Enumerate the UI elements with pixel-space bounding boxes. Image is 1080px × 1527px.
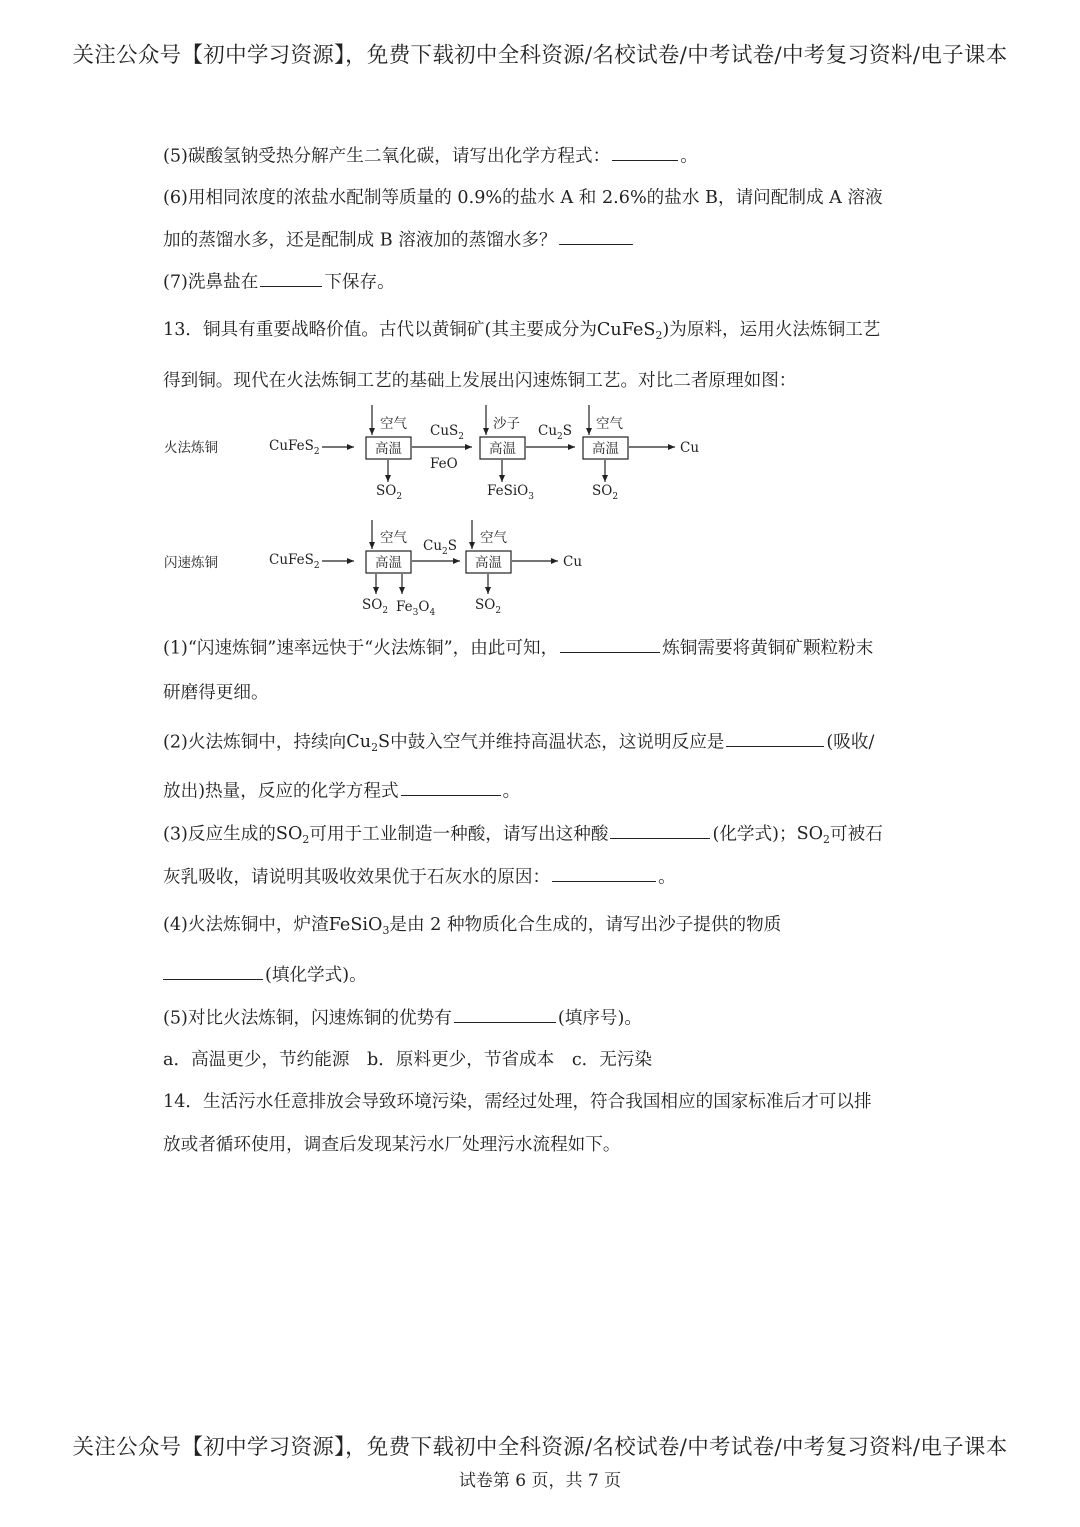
answer-blank[interactable] (260, 268, 322, 287)
chem-formula: $SO_2$ (275, 824, 310, 847)
q13-sub4-line2 (163, 961, 367, 986)
input-sand: 沙子 (493, 416, 520, 432)
q13-sub3-text: (3)反应生成的 (163, 824, 276, 845)
flow-input: CuFeS$_2$ (269, 438, 320, 457)
q13-sub4-line1 (163, 911, 781, 936)
answer-blank[interactable] (401, 777, 501, 796)
fire-refining-flow (164, 405, 699, 502)
intermediate-cu2s: $Cu_2S$ (423, 538, 458, 557)
q12-part7-text: (7)洗鼻盐在 (163, 272, 259, 293)
q12-part5-text: (5)碳酸氢钠受热分解产生二氧化碳，请写出化学方程式： (163, 146, 611, 167)
furnace-label: 高温 (592, 441, 619, 457)
q12-part7-end: 下保存。 (324, 272, 395, 293)
q13-sub2-line2 (163, 777, 520, 802)
q13-sub3-text: 灰乳吸收，请说明其吸收效果优于石灰水的原因： (163, 867, 551, 888)
q13-sub2-text-tail: (吸收/ (826, 732, 875, 753)
input-air: 空气 (380, 530, 407, 546)
output-cu: Cu (563, 554, 583, 570)
q13-sub3-text-mid: 可用于工业制造一种酸，请写出这种酸 (309, 824, 609, 845)
q13-sub5 (163, 1004, 642, 1029)
q13-sub4-text: (4)火法炼铜中，炉渣 (163, 915, 329, 935)
q13-sub3-line2 (163, 863, 676, 888)
input-air: 空气 (596, 416, 623, 432)
furnace-label: 高温 (475, 555, 502, 571)
answer-blank[interactable] (612, 142, 678, 161)
q13-sub4-text-tail: (填化学式)。 (265, 965, 367, 986)
q14-line2: 放或者循环使用，调查后发现某污水厂处理污水流程如下。 (163, 1135, 621, 1155)
q13-sub1-line2: 研磨得更细。 (163, 683, 269, 703)
flash-refining-flow (164, 520, 582, 618)
furnace-label: 高温 (489, 441, 516, 457)
input-air: 空气 (480, 530, 507, 546)
chem-formula: $SO_2$ (796, 824, 830, 847)
q12-part6-line2 (163, 226, 635, 251)
output-cu: Cu (680, 440, 700, 456)
q12-part5-end: 。 (680, 146, 698, 167)
q13-sub2-end: 。 (502, 781, 521, 802)
chem-formula: FeSiO$_3$ (328, 915, 390, 937)
chem-formula: CuFeS$_2$ (596, 320, 663, 342)
q12-part7 (163, 268, 395, 293)
q13-sub5-text: (5)对比火法炼铜，闪速炼铜的优势有 (163, 1008, 452, 1029)
process-diagram (150, 400, 770, 630)
answer-blank[interactable] (163, 961, 263, 980)
furnace-label: 高温 (375, 555, 402, 571)
output-fe3o4: $Fe_3O_4$ (396, 599, 436, 618)
flow-label-flash: 闪速炼铜 (164, 555, 218, 571)
q12-part5 (163, 142, 698, 167)
q13-intro-line1 (163, 316, 880, 341)
q13-sub2-text: (2)火法炼铜中，持续向 (163, 732, 347, 753)
answer-blank[interactable] (610, 820, 710, 839)
intermediate-cu2s: $Cu_2S$ (538, 423, 573, 442)
answer-blank[interactable] (726, 728, 824, 747)
q13-intro-text-tail: )为原料，运用火法炼铜工艺 (662, 320, 881, 340)
q13-intro-text: 13．铜具有重要战略价值。古代以黄铜矿(其主要成分为 (163, 320, 597, 340)
answer-blank[interactable] (454, 1004, 556, 1023)
top-banner: 关注公众号【初中学习资源】，免费下载初中全科资源/名校试卷/中考试卷/中考复习资料/电子课本 (72, 43, 1008, 68)
q13-sub3-text-tail: 可被石 (830, 824, 883, 845)
input-air: 空气 (380, 416, 407, 432)
flow-input: CuFeS$_2$ (269, 552, 320, 571)
answer-blank[interactable] (560, 634, 660, 653)
q13-sub2-text: 放出)热量，反应的化学方程式 (163, 781, 399, 802)
answer-blank[interactable] (559, 226, 633, 245)
flow-label-fire: 火法炼铜 (164, 440, 218, 456)
q14-line1: 14．生活污水任意排放会导致环境污染，需经过处理，符合我国相应的国家标准后才可以排 (163, 1092, 872, 1112)
q13-sub1-line1 (163, 634, 873, 659)
output-so2: $SO_2$ (475, 597, 502, 616)
q12-part6-text: 加的蒸馏水多，还是配制成 B 溶液加的蒸馏水多？ (163, 230, 557, 251)
q13-sub1-text: (1)“闪速炼铜”速率远快于“火法炼铜”，由此可知， (163, 638, 559, 659)
q13-sub5-options: a．高温更少，节约能源 b．原料更少，节省成本 c．无污染 (163, 1050, 653, 1070)
q13-sub3-text-note: (化学式)； (712, 824, 797, 845)
output-so2: $SO_2$ (362, 597, 389, 616)
chem-formula: $Cu_2S$ (346, 732, 391, 755)
q13-sub3-line1 (163, 820, 883, 845)
output-fesio3: FeSiO$_3$ (487, 483, 534, 502)
output-so2: $SO_2$ (592, 483, 619, 502)
page-number: 试卷第 6 页，共 7 页 (458, 1471, 622, 1491)
q13-sub2-line1 (163, 728, 874, 753)
bottom-banner: 关注公众号【初中学习资源】，免费下载初中全科资源/名校试卷/中考试卷/中考复习资料/电子课本 (72, 1435, 1008, 1460)
q12-part6-line1: (6)用相同浓度的浓盐水配制等质量的 0.9%的盐水 A 和 2.6%的盐水 B，请问配制成 A 溶液 (163, 188, 883, 208)
output-so2: $SO_2$ (376, 483, 403, 502)
q13-sub1-text-tail: 炼铜需要将黄铜矿颗粒粉末 (662, 638, 874, 659)
intermediate-feo: FeO (430, 456, 458, 472)
q13-sub5-text-tail: (填序号)。 (557, 1008, 642, 1029)
intermediate-cus2: CuS$_2$ (430, 423, 465, 442)
furnace-label: 高温 (375, 441, 402, 457)
q13-sub3-end: 。 (658, 867, 676, 888)
q13-intro-line2: 得到铜。现代在火法炼铜工艺的基础上发展出闪速炼铜工艺。对比二者原理如图： (163, 371, 797, 391)
answer-blank[interactable] (552, 863, 656, 882)
q13-sub4-text-tail: 是由 2 种物质化合生成的，请写出沙子提供的物质 (389, 915, 782, 935)
q13-sub2-text-mid: 中鼓入空气并维持高温状态，这说明反应是 (390, 732, 725, 753)
